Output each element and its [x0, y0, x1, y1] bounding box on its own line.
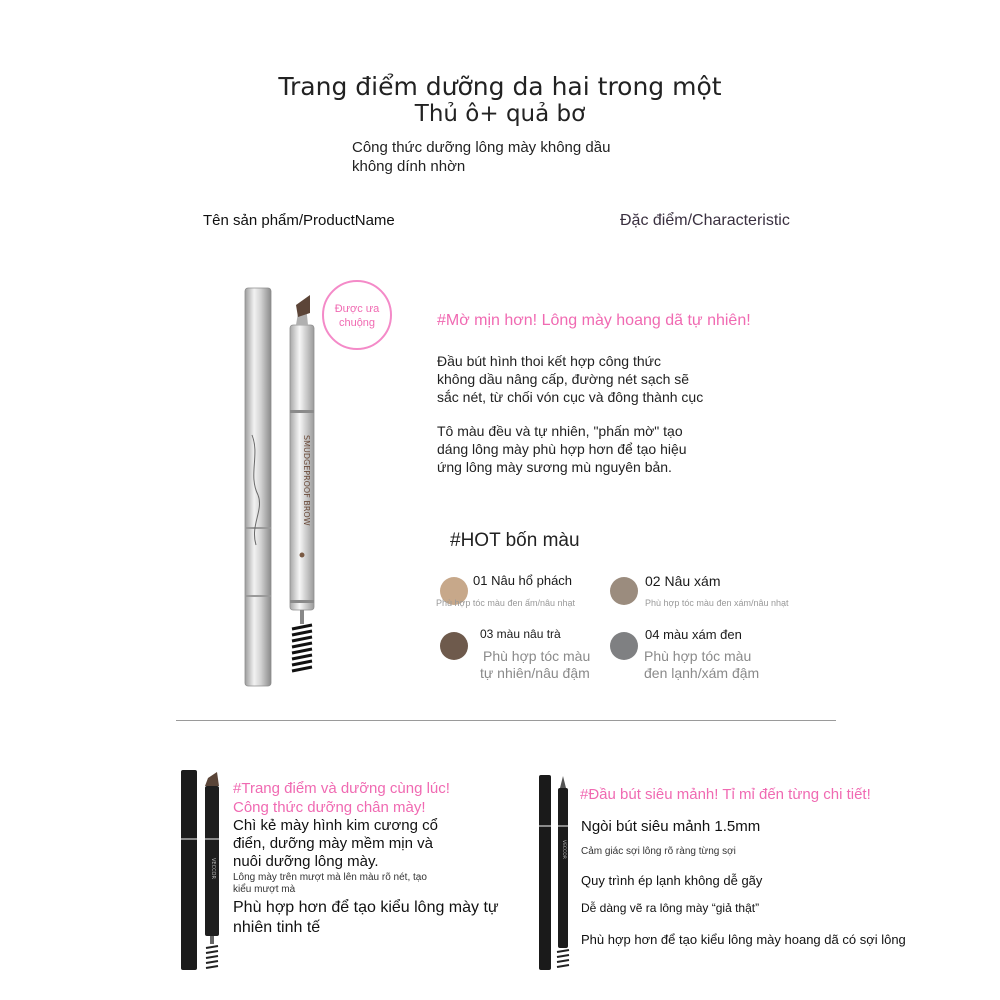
slim-brow-pencil-image: [536, 770, 576, 975]
color-name-01: 01 Nâu hổ phách: [473, 573, 573, 588]
section-divider: [176, 720, 836, 721]
color-name-03: 03 màu nâu trà: [480, 627, 561, 641]
bottom-right-tagline: #Đầu bút siêu mảnh! Tỉ mỉ đến từng chi tiết!: [580, 786, 871, 803]
color-desc-01: Phù hợp tóc màu đen ấm/nâu nhạt: [436, 598, 575, 608]
formula-text: Công thức dưỡng lông mày không dầu không dính nhờn: [352, 139, 611, 175]
color-swatch-04: [610, 632, 638, 660]
color-name-04: 04 màu xám đen: [645, 627, 742, 642]
colors-heading: #HOT bốn màu: [450, 530, 580, 551]
color-swatch-03: [440, 632, 468, 660]
color-name-02: 02 Nâu xám: [645, 573, 721, 589]
bottom-left-paragraph: Chì kẻ mày hình kim cương cổ điển, dưỡng mày mềm mịn và nuôi dưỡng lông mày.: [233, 817, 438, 870]
popular-badge: Được ưa chuộng: [322, 280, 392, 350]
bottom-left-tagline: #Trang điểm và dưỡng cùng lúc! Công thức dưỡng chân mày!: [233, 780, 450, 816]
black-pencil-print: VECCOR: [210, 858, 216, 879]
silver-pencil-print: SMUDGEPROOF BROW: [302, 435, 311, 526]
slim-pencil-print: VECCOR: [561, 840, 566, 859]
product-name-header: Tên sản phẩm/ProductName: [203, 212, 395, 229]
color-desc-03: Phù hợp tóc màu tự nhiên/nâu đậm: [480, 648, 591, 681]
tip-size-text: Ngòi bút siêu mảnh 1.5mm: [581, 818, 761, 835]
feature-paragraph-1: Đầu bút hình thoi kết hợp công thức không dầu nâng cấp, đường nét sạch sẽ sắc nét, từ chối vón cục và đông thành cục: [437, 353, 704, 405]
black-brow-pencil-image: [178, 768, 228, 973]
color-swatch-02: [610, 577, 638, 605]
feature-paragraph-2: Tô màu đều và tự nhiên, "phấn mờ" tạo dáng lông mày phù hợp hơn để tạo hiệu ứng lông mày sương mù nguyên bản.: [437, 423, 687, 475]
main-title: Trang điểm dưỡng da hai trong một: [278, 72, 722, 101]
process-text: Quy trình ép lạnh không dễ gãy: [581, 873, 763, 888]
tip-desc-text: Cảm giác sợi lông rõ ràng từng sợi: [581, 846, 736, 857]
silver-brow-pencil-image: [230, 285, 325, 690]
bottom-left-small-note: Lông mày trên mượt mà lên màu rõ nét, tạo kiểu mượt mà: [233, 872, 427, 895]
color-desc-04: Phù hợp tóc màu đen lạnh/xám đậm: [644, 648, 760, 681]
suit-text: Phù hợp hơn để tạo kiểu lông mày hoang dã có sợi lông: [581, 932, 906, 947]
color-desc-02: Phù hợp tóc màu đen xám/nâu nhạt: [645, 598, 789, 608]
main-subtitle: Thủ ô+ quả bơ: [414, 101, 586, 127]
bottom-left-suit-text: Phù hợp hơn để tạo kiểu lông mày tự nhiên tinh tế: [233, 899, 499, 936]
easy-draw-text: Dễ dàng vẽ ra lông mày “giả thật”: [581, 901, 760, 915]
characteristic-header: Đặc điểm/Characteristic: [620, 212, 790, 229]
feature-tagline: #Mờ mịn hơn! Lông mày hoang dã tự nhiên!: [437, 312, 751, 329]
